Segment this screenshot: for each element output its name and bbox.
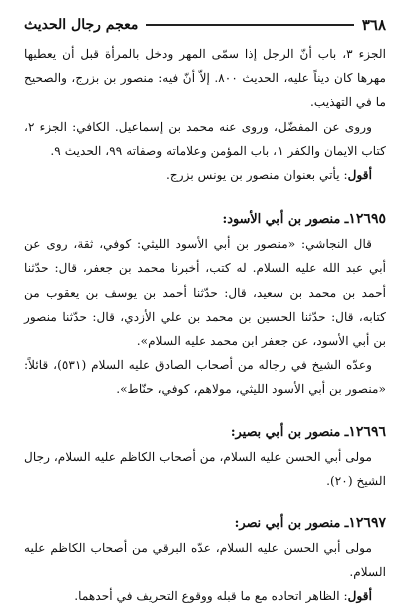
entry-name: ـ منصور بن أبي الأسود: (222, 212, 349, 228)
page-header (24, 14, 386, 36)
entry-paragraph: وعدّه الشيخ في رجاله من أصحاب الصادق عليه السلام (٥٣١)، قائلاً: «منصور بن أبي الأسود الليثي، مولاهم، كوفي، حنّاط». (24, 358, 386, 397)
aqul-label: أقول (347, 168, 372, 183)
entry-aqul (24, 584, 386, 608)
intro-aqul (24, 163, 386, 187)
entry-title (24, 511, 386, 536)
entry-title (24, 207, 386, 232)
aqul-label: أقول (347, 589, 372, 604)
intro-paragraph-1: الجزء ٣، باب أنّ الرجل إذا سمّى المهر ودخل بالمرأة قبل أن يعطيها مهرها كان ديناً عليه، الحديث ٨٠٠. إلاّ أنّ فيه: منصور بن بزرج، والصحيح ما في التهذيب. (24, 47, 386, 110)
aqul-text: : الظاهر اتحاده مع ما قبله ووقوع التحريف في أحدهما. (74, 589, 348, 604)
entry-paragraph: مولى أبي الحسن عليه السلام، عدّه البرقي من أصحاب الكاظم عليه السلام. (24, 541, 386, 580)
entry-paragraph: قال النجاشي: «منصور بن أبي الأسود الليثي: كوفي، ثقة، روى عن أبي عبد الله عليه السلام. له كتب، أخبرنا محمد بن جعفر، قال: حدّثنا أحمد بن محمد بن سعيد، قال: حدّثنا أحمد بن يوسف بن يعقوب من كتابه، قال: حدّثنا الحسين بن محمد بن علي الأزدي، قال: حدّثنا منصور بن أبي الأسود، عن جعفر ابن محمد عليه السلام». (24, 237, 386, 349)
entry-title (24, 420, 386, 445)
entry-number: ١٢٦٩٥ (348, 211, 386, 228)
intro-paragraph-2: وروى عن المفضّل، وروى عنه محمد بن إسماعيل. الكافي: الجزء ٢، كتاب الايمان والكفر ١، باب المؤمن وعلاماته وصفاته ٩٩، الحديث ٩. (24, 119, 386, 158)
entry-name: ـ منصور بن أبي بصير: (230, 424, 349, 440)
page-number: ٣٦٨ (361, 16, 386, 34)
aqul-text: : يأتي بعنوان منصور بن يونس بزرج. (166, 168, 348, 183)
entry-name: ـ منصور بن أبي نصر: (234, 516, 349, 532)
book-title: معجم رجال الحديث (24, 17, 139, 33)
entry-number: ١٢٦٩٦ (348, 423, 386, 440)
entry-number: ١٢٦٩٧ (348, 515, 386, 532)
entry-paragraph: مولى أبي الحسن عليه السلام، من أصحاب الكاظم عليه السلام، رجال الشيخ (٢٠). (24, 449, 386, 488)
header-rule (146, 24, 353, 25)
